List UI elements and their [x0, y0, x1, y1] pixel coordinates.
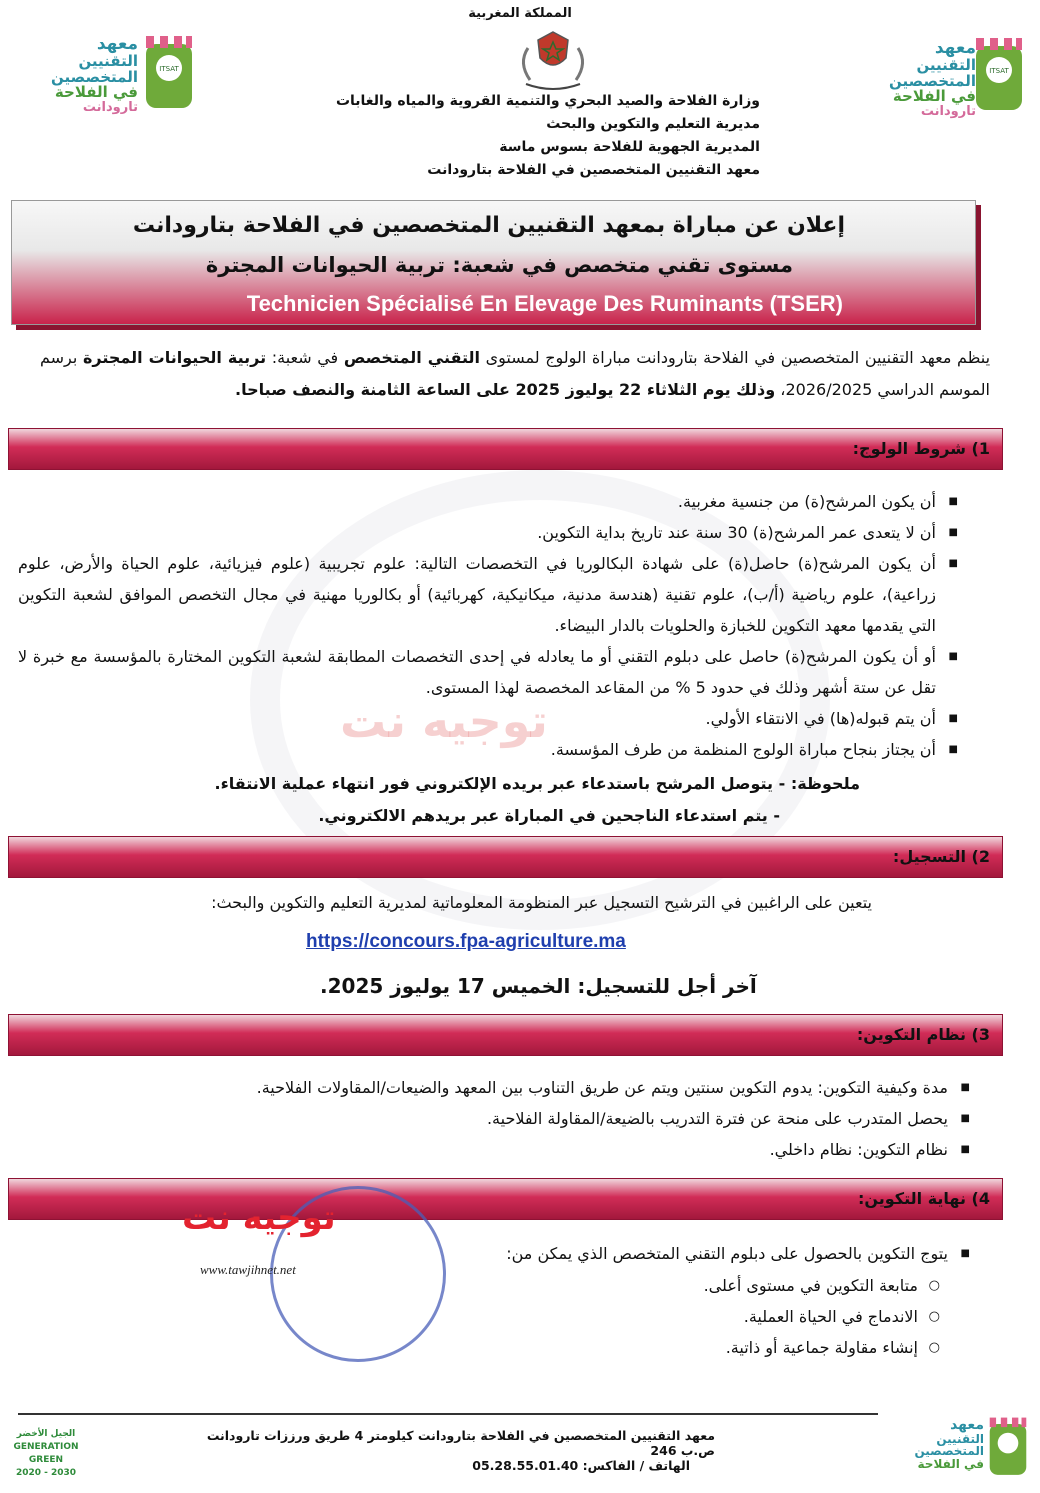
footer-address: معهد التقنيين المتخصصين في الفلاحة بتارودانت كيلومتر 4 طريق ورززات تارودانت ص.ب 246 — [206, 1428, 715, 1458]
banner-french-title: Technicien Spécialisé En Elevage Des Ruminants (TSER) — [246, 291, 843, 316]
logo-word: التقنيين — [78, 51, 138, 70]
end-training-intro-list — [400, 1238, 970, 1269]
footer-phone: الهاتف / الفاكس: 05.28.55.01.40 — [472, 1458, 690, 1473]
section-header-training-system — [8, 1014, 1003, 1056]
regional-directorate-line: المديرية الجهوية للفلاحة بسوس ماسة — [499, 139, 760, 155]
list-item: ○ متابعة التكوين في مستوى أعلى. — [520, 1270, 940, 1301]
generation-green-years: 2020 - 2030 — [15, 1468, 77, 1478]
watermark-brand: توجيه نت — [340, 694, 548, 748]
intro-text: ينظم معهد التقنيين المتخصصين في الفلاحة بتارودانت مباراة الولوج لمستوى — [485, 348, 991, 367]
note-line-1: ملحوظة: - يتوصل المرشح باستدعاء عبر بريده الإلكتروني فور انتهاء عملية الانتقاء. — [214, 774, 860, 793]
list-item: ■ نظام التكوين: نظام داخلي. — [100, 1134, 970, 1165]
section-header-registration — [8, 836, 1003, 878]
logo-word: معهد — [950, 1417, 984, 1433]
logo-word: تارودانت — [920, 104, 976, 120]
footer-divider — [18, 1413, 878, 1415]
banner-subtitle: مستوى تقني متخصص في شعبة: تربية الحيوانات المجترة — [205, 253, 793, 277]
intro-text: برسم الموسم الدراسي 2026/2025، — [40, 348, 990, 399]
list-item: ■ يحصل المتدرب على منحة عن فترة التدريب بالضيعة/المقاولة الفلاحية. — [100, 1103, 970, 1134]
generation-green-logo — [10, 1428, 82, 1484]
logo-badge: ITSAT — [159, 65, 179, 73]
tower-icon — [972, 36, 1026, 114]
institute-line: معهد التقنيين المتخصصين في الفلاحة بتارودانت — [427, 162, 760, 178]
logo-word: التقنيين — [916, 55, 976, 74]
announcement-banner — [11, 200, 976, 325]
logo-word: المتخصصين — [889, 71, 976, 90]
list-item: ■ أن يكون المرشح(ة) من جنسية مغربية. — [18, 486, 958, 517]
intro-text: في شعبة: — [271, 348, 339, 367]
logo-word: في الفلاحة — [892, 87, 976, 106]
list-item: ○ إنشاء مقاولة جماعية أو ذاتية. — [520, 1332, 940, 1363]
generation-green-arabic: الجيل الأخضر — [16, 1429, 76, 1439]
section-title: 3) نظام التكوين: — [856, 1025, 990, 1044]
end-training-options — [520, 1270, 940, 1363]
list-item: ■ يتوج التكوين بالحصول على دبلوم التقني المتخصص الذي يمكن من: — [400, 1238, 970, 1269]
directorate-line: مديرية التعليم والتكوين والبحث — [546, 116, 760, 132]
logo-word: معهد — [934, 38, 976, 58]
itsat-logo-left — [6, 28, 196, 128]
section-title: 2) التسجيل: — [892, 847, 990, 866]
tawjihnet-url: www.tawjihnet.net — [200, 1262, 296, 1277]
intro-exam-date: وذلك يوم الثلاثاء 22 يوليوز 2025 على الساعة الثامنة والنصف صباحا. — [235, 380, 776, 399]
kingdom-title: المملكة المغربية — [468, 6, 572, 21]
itsat-logo-bottom — [866, 1412, 1036, 1492]
registration-text: يتعين على الراغبين في الترشيح التسجيل عبر المنظومة المعلوماتية لمديرية التعليم والتكوين والبحث: — [211, 893, 872, 912]
logo-word: المتخصصين — [914, 1444, 984, 1459]
list-item: ■ أن يكون المرشح(ة) حاصل(ة) على شهادة البكالوريا في التخصصات التالية: علوم تجريبية (علوم فيزيائية، علوم الحياة والأرض، علوم زراعية)، علوم رياضية (أ/ب)، علوم تقنية (هندسة مدنية، ميكانيكية، كهربائية) أو بكالوريا مهنية في مجال التخصص الموافق لشعبة التكوين التي يقدمها معهد التكوين للخبازة والحلويات بالدار البيضاء. — [18, 548, 958, 641]
section-header-conditions — [8, 428, 1003, 470]
tower-icon — [986, 1416, 1030, 1478]
training-list — [100, 1072, 970, 1165]
itsat-logo-right — [844, 32, 1034, 132]
section-title: 4) نهاية التكوين: — [857, 1189, 990, 1208]
registration-deadline: آخر أجل للتسجيل: الخميس 17 يوليوز 2025. — [320, 974, 757, 998]
intro-level: التقني المتخصص — [343, 348, 481, 367]
logo-word: المتخصصين — [51, 67, 138, 86]
intro-specialty: تربية الحيوانات المجترة — [82, 348, 267, 367]
intro-paragraph — [40, 342, 990, 406]
registration-link[interactable]: https://concours.fpa-agriculture.ma — [306, 931, 626, 952]
section-title: 1) شروط الولوج: — [852, 439, 990, 458]
ministry-line: وزارة الفلاحة والصيد البحري والتنمية القروية والمياه والغابات — [335, 93, 760, 109]
logo-word: في الفلاحة — [54, 83, 138, 102]
logo-badge: ITSAT — [989, 67, 1009, 75]
logo-word: في الفلاحة — [917, 1456, 984, 1471]
list-item: ■ أن يتم قبوله(ها) في الانتقاء الأولي. — [18, 703, 958, 734]
list-item: ○ الاندماج في الحياة العملية. — [520, 1301, 940, 1332]
list-item: ■ أن لا يتعدى عمر المرشح(ة) 30 سنة عند تاريخ بداية التكوين. — [18, 517, 958, 548]
tawjihnet-brand: توجيه نت — [182, 1198, 336, 1238]
coat-of-arms-icon — [508, 28, 598, 98]
list-item: ■ أو أن يكون المرشح(ة) حاصل على دبلوم التقني أو ما يعادله في إحدى التخصصات المطابقة لشعبة التكوين المختارة بالمؤسسة مع خبرة لا تقل عن ستة أشهر وذلك في حدود 5 % من المقاعد المخصصة لهذا المستوى. — [18, 641, 958, 703]
note-line-2: - يتم استدعاء الناجحين في المباراة عبر بريدهم الالكتروني. — [318, 806, 780, 825]
logo-word: التقنيين — [936, 1431, 984, 1446]
logo-word: تارودانت — [82, 100, 138, 116]
list-item: ■ أن يجتاز بنجاح مباراة الولوج المنظمة من طرف المؤسسة. — [18, 734, 958, 765]
logo-word: معهد — [96, 34, 138, 54]
conditions-list — [18, 486, 958, 765]
banner-title: إعلان عن مباراة بمعهد التقنيين المتخصصين في الفلاحة بتارودانت — [132, 213, 845, 238]
ministry-header — [300, 90, 760, 182]
generation-green-latin: GENERATION GREEN — [13, 1442, 79, 1465]
section-header-end-of-training — [8, 1178, 1003, 1220]
tower-icon — [142, 34, 196, 112]
list-item: ■ مدة وكيفية التكوين: يدوم التكوين سنتين ويتم عن طريق التناوب بين المعهد والضيعات/المقاولات الفلاحية. — [100, 1072, 970, 1103]
